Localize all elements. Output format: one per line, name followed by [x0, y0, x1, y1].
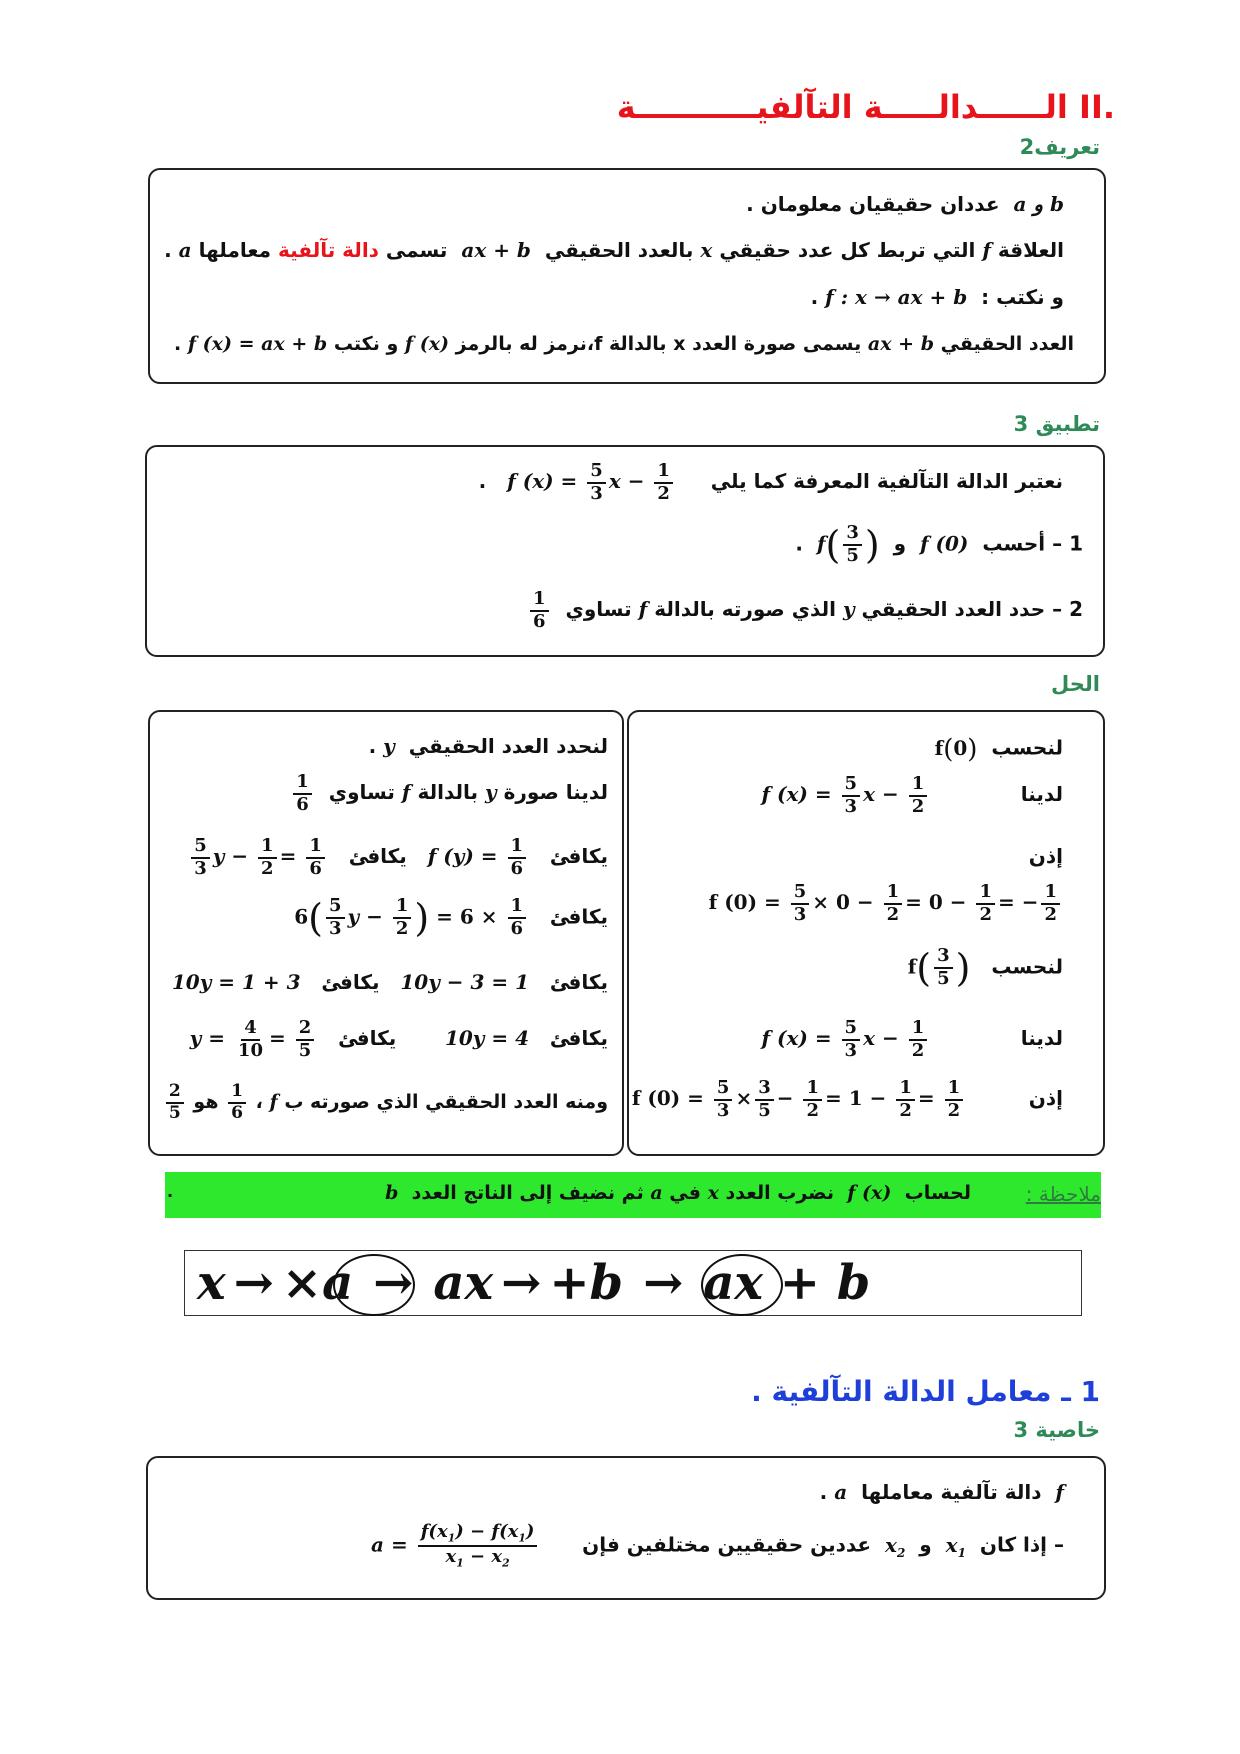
chain-x: x — [197, 1255, 226, 1311]
definition-label: تعريف2 — [1019, 135, 1100, 159]
application-question-2: 2 – حدد العدد الحقيقي y الذي صورته بالدالة f تساوي $\frac{1}{6}$ — [527, 589, 1083, 632]
solution-label: الحل — [1051, 672, 1100, 696]
solution-left-box — [148, 710, 624, 1156]
f35-result: إذن f (0) = $\frac{5}{3}$ × $\frac{3}{5}$ − $\frac{1}{2}$ = 1 − $\frac{1}{2}$ = $\frac{1}{2}$ — [631, 1077, 1063, 1121]
application-intro: نعتبر الدالة التآلفية المعرفة كما يلي f (x) = $\frac{5}{3}$ x − $\frac{1}{2}$ . — [478, 460, 1063, 504]
equation-step-4: يكافئ 10y = 4 يكافئ y = $\frac{4}{10}$ = $\frac{2}{5}$ — [189, 1017, 608, 1061]
application-label: تطبيق 3 — [1013, 412, 1100, 436]
chain-diagram — [184, 1250, 1082, 1316]
affine-function-term: دالة تآلفية — [278, 238, 379, 262]
definition-ab: a و b — [1013, 192, 1064, 216]
solution-right-box — [627, 710, 1105, 1156]
chain-arrow-3: → — [501, 1255, 542, 1311]
y-we-have: لدينا صورة y بالدالة f تساوي $\frac{1}{6}$ — [290, 772, 608, 815]
chain-arrow-1: → — [233, 1255, 274, 1311]
application-question-1: 1 – أحسب f (0) و f( $\frac{3}{5}$ ) . — [795, 522, 1083, 567]
note-text: لحساب f (x) نضرب العدد x في a ثم نضيف إلى الناتج العدد b — [385, 1182, 971, 1204]
definition-line-2: العلاقة f التي تربط كل عدد حقيقي x بالعدد الحقيقي ax + b تسمى دالة تآلفية معاملها a . — [164, 238, 1064, 262]
equation-step-1: يكافئ f (y) = $\frac{1}{6}$ يكافئ $\frac{5}{3}$ y − $\frac{1}{2}$ = $\frac{1}{6}$ — [188, 836, 608, 879]
definition-line-4: العدد الحقيقي ax + b يسمى صورة العدد x بالدالة f،نرمز له بالرمز f (x) و نكتب f (x) = ax + b . — [174, 333, 1074, 355]
property-line-1: f دالة تآلفية معاملها a . — [819, 1480, 1064, 1504]
chain-arrow-4: → — [643, 1255, 684, 1311]
subsection-title: 1 ـ معامل الدالة التآلفية . — [751, 1375, 1100, 1408]
find-y-line: لنحدد العدد الحقيقي y . — [368, 734, 608, 758]
chain-arrow-2: → — [373, 1255, 414, 1311]
equation-step-2: يكافئ 6( $\frac{5}{3}$ y − $\frac{1}{2}$ ) = 6 × $\frac{1}{6}$ — [294, 895, 608, 940]
definition-line-1: a و b عددان حقيقيان معلومان . — [746, 192, 1064, 216]
property-label: خاصية 3 — [1013, 1418, 1100, 1442]
equation-step-3: يكافئ 10y − 3 = 1 يكافئ 10y = 1 + 3 — [171, 970, 608, 994]
f0-then: إذن — [1028, 844, 1063, 868]
chain-times-a: ×a — [281, 1255, 354, 1311]
circle-plus-b — [701, 1254, 783, 1316]
compute-f35-line: لنحسب f( $\frac{3}{5}$ ) — [907, 945, 1063, 990]
note-label: ملاحظة : — [1025, 1182, 1101, 1206]
chain-plus-b: +b — [549, 1255, 624, 1311]
property-line-2: – إذا كان $x_1$ و $x_2$ عددين حقيقيين مختلفين فإن a = $\frac{f(x_1) - f(x_1)}{x_1 - x_2}$ — [371, 1521, 1064, 1570]
definition-line-3: و نكتب : f : x → ax + b . — [810, 285, 1064, 309]
f0-result: f (0) = $\frac{5}{3}$ × 0 − $\frac{1}{2}$ = 0 − $\frac{1}{2}$ = − $\frac{1}{2}$ — [709, 882, 1063, 925]
section-title: الــــــدالـــــة التآلفيـــــــــــة — [616, 88, 1068, 126]
application-box — [145, 445, 1105, 657]
chain-result: ax + b — [703, 1255, 871, 1311]
f0-we-have: لدينا f (x) = $\frac{5}{3}$ x − $\frac{1}{2}$ — [761, 773, 1063, 817]
definition-box — [148, 168, 1106, 384]
f35-we-have: لدينا f (x) = $\frac{5}{3}$ x − $\frac{1}{2}$ — [761, 1017, 1063, 1061]
property-box — [146, 1456, 1106, 1600]
section-number: .II — [1079, 88, 1115, 126]
chain-ax: ax — [433, 1255, 494, 1311]
circle-times-a — [333, 1254, 415, 1316]
equation-conclusion: ومنه العدد الحقيقي الذي صورته ب f ، $\frac{1}{6}$ هو $\frac{2}{5}$ — [163, 1082, 608, 1123]
compute-f0-line: لنحسب f(0) — [934, 734, 1063, 764]
note-bar: ملاحظة : لحساب f (x) نضرب العدد x في a ثم نضيف إلى الناتج العدد b . — [165, 1172, 1101, 1218]
section-heading — [617, 88, 1115, 126]
